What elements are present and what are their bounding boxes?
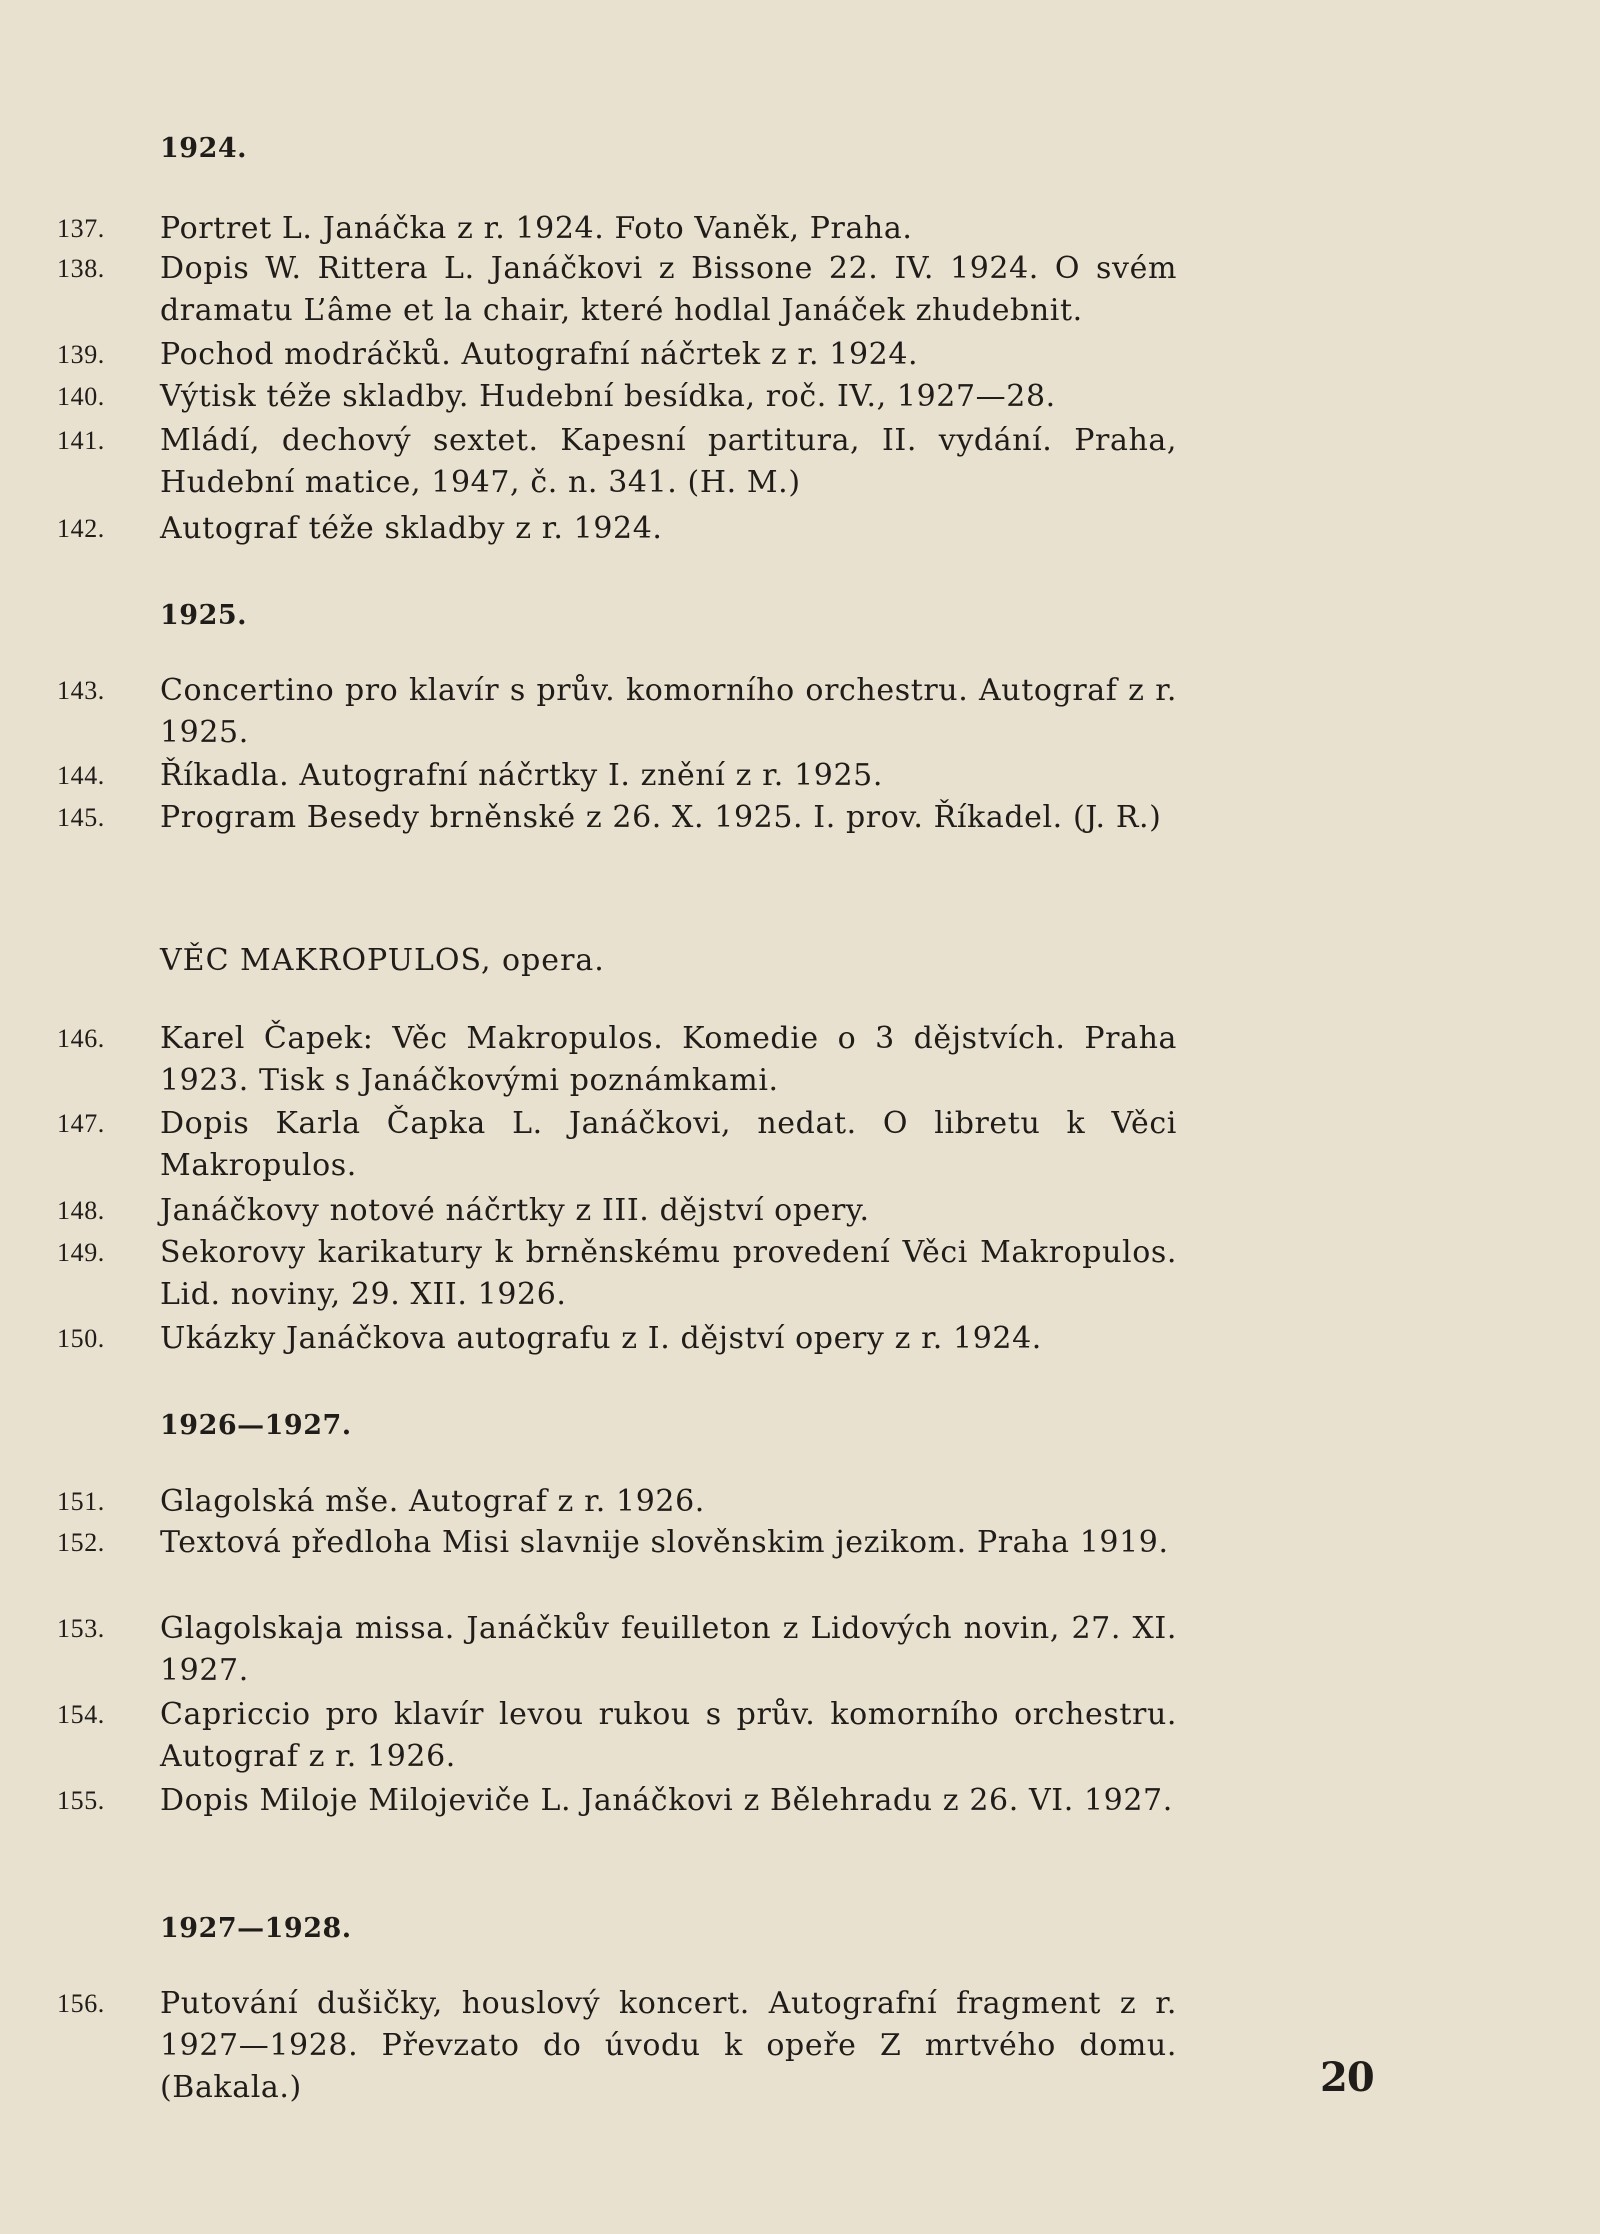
catalog-entry-156 <box>57 1983 1177 2109</box>
catalog-entry-137 <box>57 208 1177 250</box>
entry-number: 141. <box>57 426 105 455</box>
catalog-entry-149 <box>57 1232 1177 1316</box>
entry-number: 138. <box>57 254 105 283</box>
entry-text: Pochod modráčků. Autografní náčrtek z r. 1924. <box>160 337 919 372</box>
page-number: 20 <box>1320 2054 1374 2101</box>
entry-number: 137. <box>57 214 105 243</box>
year-heading-1924: 1924. <box>160 133 248 164</box>
section-heading-vec-makropulos: VĚC MAKROPULOS, opera. <box>160 943 605 978</box>
entry-number: 144. <box>57 761 105 790</box>
entry-text: Capriccio pro klavír levou rukou s prův. komorního orchestru. Autograf z r. 1926. <box>160 1697 1177 1774</box>
catalog-entry-155 <box>57 1780 1177 1822</box>
entry-number: 147. <box>57 1109 105 1138</box>
entry-text: Janáčkovy notové náčrtky z III. dějství opery. <box>160 1193 870 1228</box>
catalog-entry-151 <box>57 1481 1177 1523</box>
entry-number: 150. <box>57 1324 105 1353</box>
entry-text: Sekorovy karikatury k brněnskému provedení Věci Makropulos. Lid. noviny, 29. XII. 1926. <box>160 1235 1177 1312</box>
catalog-entry-143 <box>57 670 1177 754</box>
catalog-entry-141 <box>57 420 1177 504</box>
entry-text: Concertino pro klavír s prův. komorního orchestru. Autograf z r. 1925. <box>160 673 1177 750</box>
catalog-entry-150 <box>57 1318 1177 1360</box>
catalog-entry-147 <box>57 1103 1177 1187</box>
catalog-entry-144 <box>57 755 1177 797</box>
entry-text: Ukázky Janáčkova autografu z I. dějství opery z r. 1924. <box>160 1321 1042 1356</box>
entry-text: Textová předloha Misi slavnije slověnskim jezikom. Praha 1919. <box>160 1525 1169 1560</box>
entry-number: 153. <box>57 1614 105 1643</box>
catalog-entry-148 <box>57 1190 1177 1232</box>
entry-text: Putování dušičky, houslový koncert. Autografní fragment z r. 1927—1928. Převzato do úvodu k opeře Z mrtvého domu. (Bakala.) <box>160 1986 1177 2105</box>
entry-number: 140. <box>57 382 105 411</box>
entry-number: 151. <box>57 1487 105 1516</box>
entry-text: Portret L. Janáčka z r. 1924. Foto Vaněk, Praha. <box>160 211 913 246</box>
year-heading-1926-1927: 1926—1927. <box>160 1410 352 1441</box>
catalog-entry-152 <box>57 1522 1177 1564</box>
catalog-entry-145 <box>57 797 1177 839</box>
catalog-entry-142 <box>57 508 1177 550</box>
entry-text: Autograf téže skladby z r. 1924. <box>160 511 663 546</box>
entry-number: 146. <box>57 1024 105 1053</box>
entry-number: 145. <box>57 803 105 832</box>
entry-number: 154. <box>57 1700 105 1729</box>
entry-text: Dopis W. Rittera L. Janáčkovi z Bissone 22. IV. 1924. O svém dramatu L’âme et la chair, které hodlal Janáček zhudebnit. <box>160 251 1177 328</box>
entry-number: 152. <box>57 1528 105 1557</box>
catalog-entry-153 <box>57 1608 1177 1692</box>
entry-text: Karel Čapek: Věc Makropulos. Komedie o 3 dějstvích. Praha 1923. Tisk s Janáčkovými poznámkami. <box>160 1021 1177 1098</box>
entry-number: 156. <box>57 1989 105 2018</box>
entry-text: Mládí, dechový sextet. Kapesní partitura, II. vydání. Praha, Hudební matice, 1947, č. n. 341. (H. M.) <box>160 423 1177 500</box>
year-heading-1927-1928: 1927—1928. <box>160 1913 352 1944</box>
entry-text: Glagolskaja missa. Janáčkův feuilleton z Lidových novin, 27. XI. 1927. <box>160 1611 1177 1688</box>
catalog-entry-138 <box>57 248 1177 332</box>
entry-number: 142. <box>57 514 105 543</box>
entry-text: Glagolská mše. Autograf z r. 1926. <box>160 1484 705 1519</box>
entry-text: Říkadla. Autografní náčrtky I. znění z r. 1925. <box>160 758 883 793</box>
catalog-entry-140 <box>57 376 1177 418</box>
entry-text: Dopis Miloje Milojeviče L. Janáčkovi z Bělehradu z 26. VI. 1927. <box>160 1783 1173 1818</box>
entry-text: Výtisk téže skladby. Hudební besídka, roč. IV., 1927—28. <box>160 379 1056 414</box>
entry-number: 155. <box>57 1786 105 1815</box>
entry-number: 143. <box>57 676 105 705</box>
catalog-entry-139 <box>57 334 1177 376</box>
entry-number: 148. <box>57 1196 105 1225</box>
entry-number: 139. <box>57 340 105 369</box>
year-heading-1925: 1925. <box>160 600 248 631</box>
entry-number: 149. <box>57 1238 105 1267</box>
catalog-entry-154 <box>57 1694 1177 1778</box>
catalog-entry-146 <box>57 1018 1177 1102</box>
entry-text: Dopis Karla Čapka L. Janáčkovi, nedat. O libretu k Věci Makropulos. <box>160 1106 1177 1183</box>
entry-text: Program Besedy brněnské z 26. X. 1925. I. prov. Říkadel. (J. R.) <box>160 800 1162 835</box>
